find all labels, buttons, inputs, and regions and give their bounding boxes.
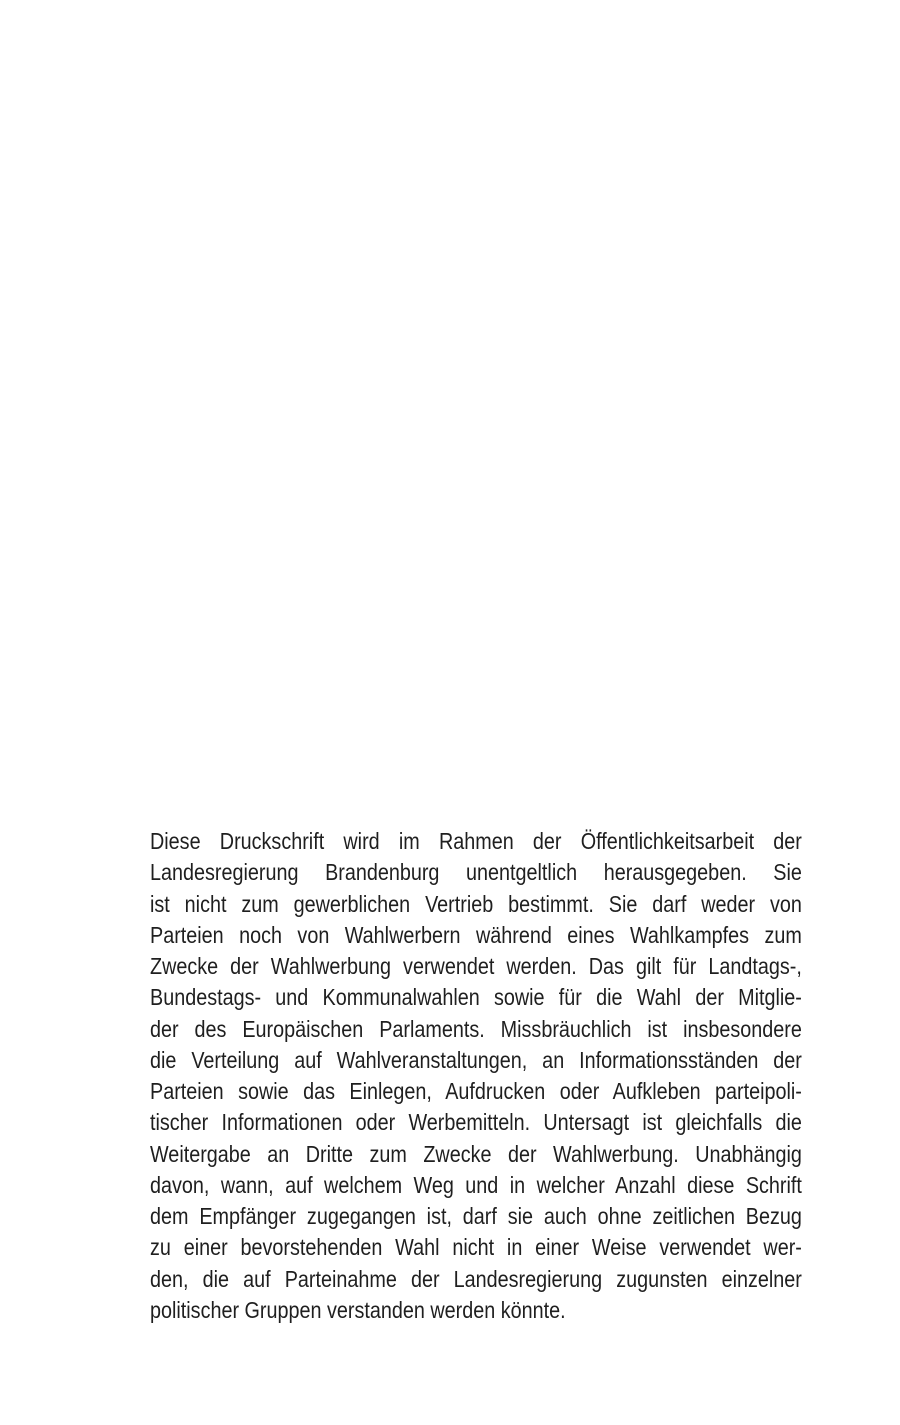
disclaimer-line: Parteien noch von Wahlwerbern während eines Wahlkampfes zum xyxy=(150,921,802,948)
disclaimer-line: ist nicht zum gewerblichen Vertrieb bestimmt. Sie darf weder von xyxy=(150,890,802,917)
disclaimer-line: Weitergabe an Dritte zum Zwecke der Wahlwerbung. Unabhängig xyxy=(150,1140,802,1167)
disclaimer-line: davon, wann, auf welchem Weg und in welcher Anzahl diese Schrift xyxy=(150,1171,802,1198)
disclaimer-line: Bundestags- und Kommunalwahlen sowie für die Wahl der Mitglie- xyxy=(150,984,802,1011)
disclaimer-line: der des Europäischen Parlaments. Missbräuchlich ist insbesondere xyxy=(150,1015,802,1042)
disclaimer-line: Landesregierung Brandenburg unentgeltlich herausgegeben. Sie xyxy=(150,859,802,886)
disclaimer-line: dem Empfänger zugegangen ist, darf sie auch ohne zeitlichen Bezug xyxy=(150,1203,802,1229)
disclaimer-line: politischer Gruppen verstanden werden könnte. xyxy=(150,1296,566,1323)
disclaimer-paragraph xyxy=(150,826,802,1326)
disclaimer-line: Diese Druckschrift wird im Rahmen der Öffentlichkeitsarbeit der xyxy=(150,828,802,854)
disclaimer-line: tischer Informationen oder Werbemitteln. Untersagt ist gleichfalls die xyxy=(150,1109,802,1136)
disclaimer-line: zu einer bevorstehenden Wahl nicht in einer Weise verwendet wer- xyxy=(150,1234,802,1261)
disclaimer-line: die Verteilung auf Wahlveranstaltungen, an Informationsständen der xyxy=(150,1046,802,1073)
disclaimer-line: Parteien sowie das Einlegen, Aufdrucken oder Aufkleben parteipoli- xyxy=(150,1078,802,1104)
disclaimer-line: Zwecke der Wahlwerbung verwendet werden. Das gilt für Landtags-, xyxy=(150,953,802,979)
disclaimer-line: den, die auf Parteinahme der Landesregierung zugunsten einzelner xyxy=(150,1265,802,1292)
